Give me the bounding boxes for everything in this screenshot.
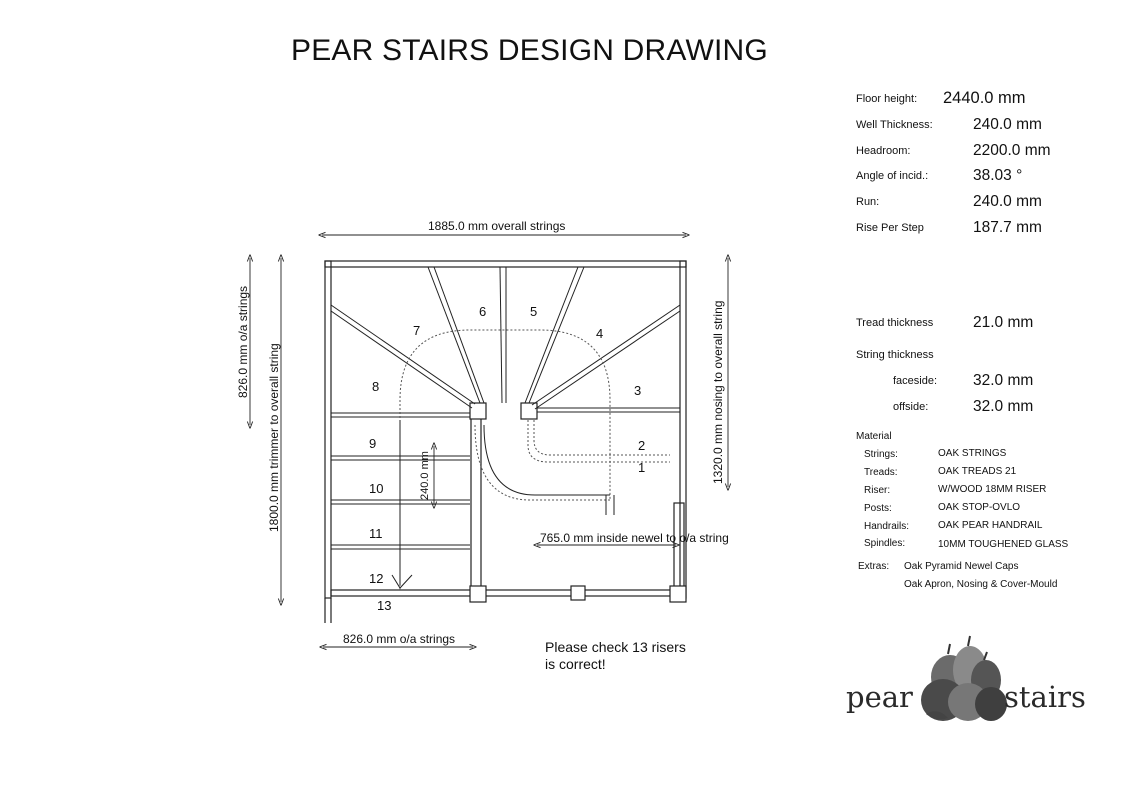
- offside-label: offside:: [893, 401, 929, 413]
- spec-label-floor-height: Floor height:: [856, 93, 918, 105]
- step-number-12: 12: [369, 571, 384, 586]
- spec-value-floor-height: 2440.0 mm: [943, 89, 1026, 107]
- material-label-handrails: Handrails:: [864, 521, 910, 532]
- outer-string: [325, 261, 686, 267]
- step-number-5: 5: [530, 304, 538, 319]
- material-heading: Material: [856, 431, 892, 442]
- offside-value: 32.0 mm: [973, 398, 1034, 415]
- dim-left-outer: 826.0 mm o/a strings: [236, 285, 250, 398]
- newel-post: [470, 586, 486, 602]
- step-number-4: 4: [596, 326, 604, 341]
- string-thickness-label: String thickness: [856, 349, 934, 361]
- newel-post: [521, 403, 537, 419]
- page-title: PEAR STAIRS DESIGN DRAWING: [291, 34, 768, 67]
- step-number-13: 13: [377, 598, 392, 613]
- dim-bottom: 826.0 mm o/a strings: [343, 632, 456, 646]
- spec-label-headroom: Headroom:: [856, 145, 911, 157]
- dim-left-inner: 1800.0 mm trimmer to overall string: [267, 343, 281, 532]
- material-label-strings: Strings:: [864, 449, 898, 460]
- extras-label: Extras:: [858, 561, 890, 572]
- material-label-treads: Treads:: [864, 467, 898, 478]
- spec-label-angle: Angle of incid.:: [856, 170, 929, 182]
- tread-thickness-value: 21.0 mm: [973, 314, 1034, 331]
- material-value-handrails: OAK PEAR HANDRAIL: [938, 520, 1043, 531]
- step-number-2: 2: [638, 438, 646, 453]
- material-value-riser: W/WOOD 18MM RISER: [938, 484, 1047, 495]
- newel-post: [470, 403, 486, 419]
- check-note-line-2: is correct!: [545, 656, 606, 672]
- check-note-line-1: Please check 13 risers: [545, 639, 686, 655]
- material-label-posts: Posts:: [864, 503, 892, 514]
- step-number-6: 6: [479, 304, 487, 319]
- spec-value-well-thickness: 240.0 mm: [973, 116, 1042, 133]
- step-number-9: 9: [369, 436, 377, 451]
- step-number-11: 11: [369, 526, 383, 541]
- tread-thickness-label: Tread thickness: [856, 317, 934, 329]
- faceside-label: faceside:: [893, 375, 938, 387]
- material-value-strings: OAK STRINGS: [938, 448, 1007, 459]
- material-label-riser: Riser:: [864, 485, 891, 496]
- dim-overall-top: 1885.0 mm overall strings: [428, 219, 566, 233]
- spec-label-run: Run:: [856, 196, 880, 208]
- step-number-1: 1: [638, 460, 646, 475]
- extras-item-2: Oak Apron, Nosing & Cover-Mould: [904, 579, 1058, 590]
- spec-value-headroom: 2200.0 mm: [973, 142, 1051, 159]
- extras-item-1: Oak Pyramid Newel Caps: [904, 561, 1019, 572]
- material-value-treads: OAK TREADS 21: [938, 466, 1017, 477]
- logo-text-right: stairs: [1004, 680, 1086, 714]
- dim-inside-newel: 765.0 mm inside newel to o/a string: [540, 531, 729, 545]
- spec-value-angle: 38.03 °: [973, 167, 1023, 184]
- spec-label-rise: Rise Per Step: [856, 222, 924, 234]
- step-number-3: 3: [634, 383, 642, 398]
- step-number-10: 10: [369, 481, 384, 496]
- newel-post: [670, 586, 686, 602]
- spec-label-well-thickness: Well Thickness:: [856, 119, 933, 131]
- spec-value-run: 240.0 mm: [973, 193, 1042, 210]
- dim-tread-run: 240.0 mm: [419, 451, 431, 500]
- pear-icon: [908, 632, 1018, 727]
- step-number-7: 7: [413, 323, 421, 338]
- spec-value-rise: 187.7 mm: [973, 219, 1042, 236]
- pear-stairs-logo: [846, 632, 1086, 727]
- material-value-posts: OAK STOP-OVLO: [938, 502, 1021, 513]
- material-label-spindles: Spindles:: [864, 538, 906, 549]
- dim-right: 1320.0 mm nosing to overall string: [711, 300, 725, 484]
- step-number-8: 8: [372, 379, 380, 394]
- material-value-spindles: 10MM TOUGHENED GLASS: [938, 539, 1069, 550]
- faceside-value: 32.0 mm: [973, 372, 1034, 389]
- logo-text-left: pear: [846, 680, 913, 714]
